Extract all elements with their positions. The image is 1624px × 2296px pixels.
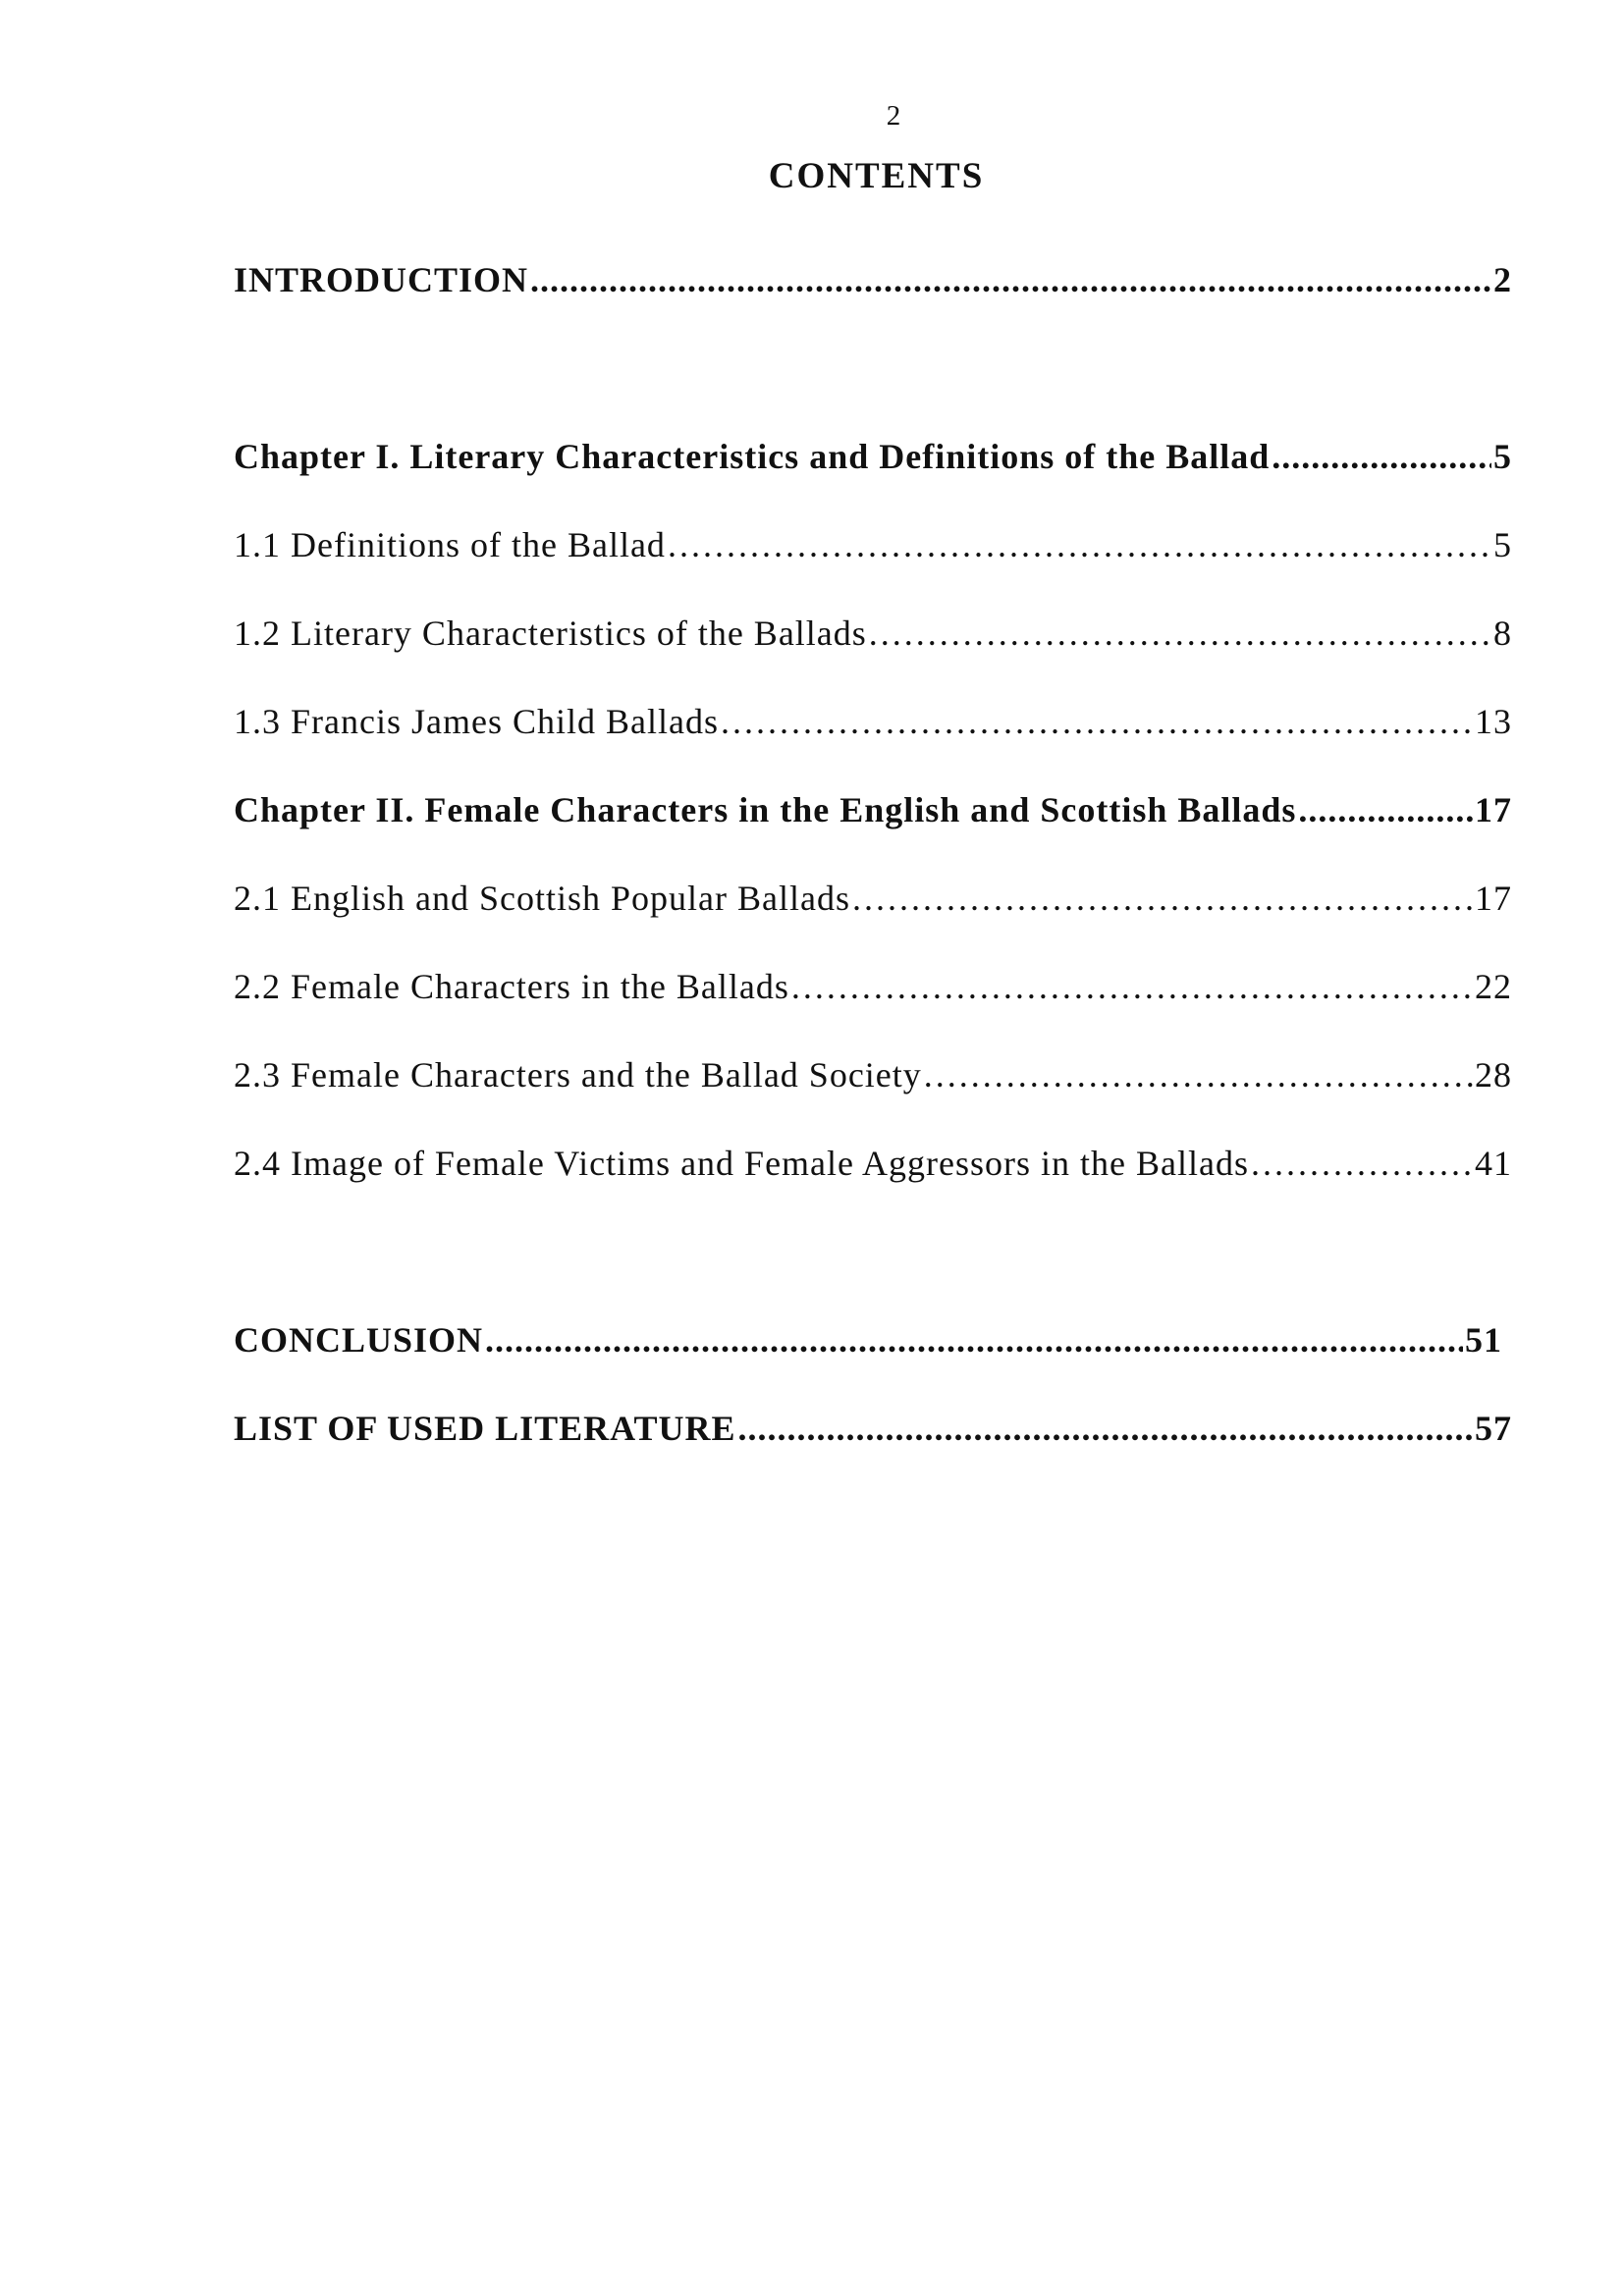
toc-entry-label: 1.1 Definitions of the Ballad xyxy=(234,525,666,564)
toc-entry-1-2[interactable] xyxy=(234,611,1512,656)
toc-dot-leader xyxy=(737,1406,1473,1451)
toc-dot-leader xyxy=(791,964,1473,1009)
toc-entry-label: 1.2 Literary Characteristics of the Ballads xyxy=(234,614,867,653)
toc-entry-label: INTRODUCTION xyxy=(234,260,529,299)
toc-entry-2-4[interactable] xyxy=(234,1141,1512,1186)
toc-entry-page: 57 xyxy=(1475,1409,1512,1448)
toc-entry-label: 2.4 Image of Female Victims and Female Aggressors in the Ballads xyxy=(234,1144,1249,1183)
toc-entry-conclusion[interactable] xyxy=(234,1317,1502,1362)
toc-entry-page: 5 xyxy=(1493,525,1512,564)
toc-entry-label: 2.2 Female Characters in the Ballads xyxy=(234,967,789,1006)
toc-entry-page: 28 xyxy=(1475,1055,1512,1095)
toc-entry-chapter-2[interactable] xyxy=(234,787,1512,832)
toc-entry-page: 41 xyxy=(1475,1144,1512,1183)
toc-dot-leader xyxy=(924,1052,1473,1097)
toc-entry-1-3[interactable] xyxy=(234,699,1512,744)
toc-entry-label: 1.3 Francis James Child Ballads xyxy=(234,702,719,741)
toc-dot-leader xyxy=(1251,1141,1473,1186)
toc-entry-label: 2.3 Female Characters and the Ballad Society xyxy=(234,1055,922,1095)
toc-entry-2-1[interactable] xyxy=(234,876,1512,921)
toc-dot-leader xyxy=(869,611,1491,656)
toc-entry-1-1[interactable] xyxy=(234,522,1512,567)
toc-entry-chapter-1[interactable] xyxy=(234,434,1512,479)
toc-entry-literature[interactable] xyxy=(234,1406,1512,1451)
toc-entry-page: 17 xyxy=(1475,790,1512,829)
toc-entry-introduction[interactable] xyxy=(234,257,1512,302)
toc-dot-leader xyxy=(721,699,1473,744)
toc-entry-label: Chapter I. Literary Characteristics and Definitions of the Ballad xyxy=(234,437,1271,476)
toc-entry-label: Chapter II. Female Characters in the English and Scottish Ballads xyxy=(234,790,1297,829)
page-number: 2 xyxy=(886,100,901,132)
toc-entry-page: 8 xyxy=(1493,614,1512,653)
toc-entry-page: 22 xyxy=(1475,967,1512,1006)
toc-dot-leader xyxy=(1272,434,1491,479)
toc-entry-page: 51 xyxy=(1465,1320,1502,1360)
toc-entry-page: 17 xyxy=(1475,879,1512,918)
toc-entry-page: 13 xyxy=(1475,702,1512,741)
toc-entry-label: 2.1 English and Scottish Popular Ballads xyxy=(234,879,850,918)
toc-dot-leader xyxy=(852,876,1473,921)
toc-dot-leader xyxy=(530,257,1491,302)
toc-entry-page: 5 xyxy=(1493,437,1512,476)
toc-dot-leader xyxy=(1298,787,1473,832)
contents-title: CONTENTS xyxy=(768,156,985,196)
toc-dot-leader xyxy=(485,1317,1463,1362)
toc-entry-2-3[interactable] xyxy=(234,1052,1512,1097)
toc-entry-page: 2 xyxy=(1493,260,1512,299)
toc-dot-leader xyxy=(668,522,1491,567)
toc-entry-2-2[interactable] xyxy=(234,964,1512,1009)
toc-entry-label: LIST OF USED LITERATURE xyxy=(234,1409,736,1448)
toc-entry-label: CONCLUSION xyxy=(234,1320,484,1360)
